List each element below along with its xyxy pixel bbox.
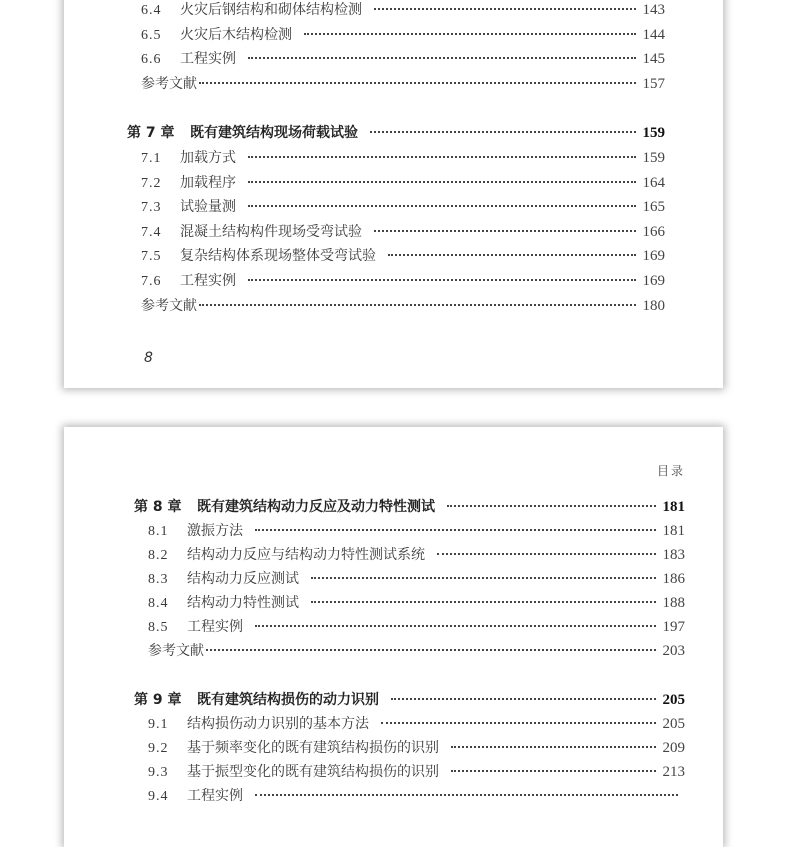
section-title: 结构动力特性测试 [187, 595, 299, 611]
dot-leader [248, 267, 636, 281]
dot-leader [311, 589, 656, 603]
references-title: 参考文献 [141, 76, 197, 92]
dot-leader [370, 119, 636, 133]
dot-leader [451, 758, 656, 772]
chapter-title: 既有建筑结构现场荷载试验 [190, 125, 358, 141]
section-number: 6.4 [141, 3, 162, 18]
section-number: 8.2 [148, 548, 169, 563]
dot-leader [248, 45, 636, 59]
references-title: 参考文献 [148, 643, 204, 659]
dot-leader [374, 0, 636, 10]
dot-leader [437, 541, 656, 555]
section-number: 9.2 [148, 741, 169, 756]
page-number: 186 [662, 571, 685, 587]
page-number: 159 [642, 150, 665, 166]
section-number: 7.5 [141, 249, 162, 264]
toc-entry[interactable] [148, 545, 685, 563]
page-number: 144 [642, 27, 665, 43]
section-title: 结构动力反应与结构动力特性测试系统 [187, 547, 425, 563]
section-title: 结构动力反应测试 [187, 571, 299, 587]
toc-entry[interactable] [148, 593, 685, 611]
section-title: 加载程序 [180, 175, 236, 191]
section-number: 9.4 [148, 789, 169, 804]
page-number: 203 [662, 643, 685, 659]
section-number: 7.4 [141, 225, 162, 240]
section-title: 混凝土结构构件现场受弯试验 [180, 224, 362, 240]
page-number: 205 [662, 716, 685, 732]
chapter-label: 第 9 章 [134, 692, 182, 708]
section-number: 6.5 [141, 28, 162, 43]
section-number: 9.1 [148, 717, 169, 732]
toc-entry[interactable] [141, 173, 665, 191]
dot-leader [381, 710, 656, 724]
section-title: 工程实例 [180, 51, 236, 67]
document-page-8 [64, 0, 723, 388]
chapter-title: 既有建筑结构损伤的动力识别 [197, 692, 379, 708]
page-number: 209 [662, 740, 685, 756]
section-title: 复杂结构体系现场整体受弯试验 [180, 248, 376, 264]
chapter-label: 第 8 章 [134, 499, 182, 515]
toc-entry[interactable] [148, 738, 685, 756]
section-title: 工程实例 [187, 788, 243, 804]
dot-leader [206, 637, 656, 651]
page-number: 164 [642, 175, 665, 191]
toc-entry[interactable] [148, 714, 685, 732]
toc-entry-references[interactable] [141, 296, 665, 314]
toc-entry[interactable] [148, 617, 685, 635]
dot-leader [388, 242, 636, 256]
page-number: 213 [662, 764, 685, 780]
page-number: 183 [662, 547, 685, 563]
toc-entry[interactable] [141, 271, 665, 289]
toc-chapter-7[interactable] [127, 123, 665, 141]
dot-leader [199, 292, 636, 306]
toc-entry[interactable] [141, 148, 665, 166]
dot-leader [199, 70, 636, 84]
section-title: 基于振型变化的既有建筑结构损伤的识别 [187, 764, 439, 780]
page-number: 181 [662, 499, 685, 515]
page-folio-number: 8 [144, 350, 153, 366]
chapter-title: 既有建筑结构动力反应及动力特性测试 [197, 499, 435, 515]
section-number: 8.1 [148, 524, 169, 539]
page-number: 166 [642, 224, 665, 240]
document-page-toc [64, 427, 723, 847]
section-number: 8.5 [148, 620, 169, 635]
section-number: 7.2 [141, 176, 162, 191]
section-title: 结构损伤动力识别的基本方法 [187, 716, 369, 732]
toc-entry[interactable] [141, 49, 665, 67]
page-number: 197 [662, 619, 685, 635]
dot-leader [451, 734, 656, 748]
section-title: 工程实例 [187, 619, 243, 635]
page-number: 169 [642, 273, 665, 289]
section-title: 工程实例 [180, 273, 236, 289]
dot-leader [255, 613, 656, 627]
section-number: 7.6 [141, 274, 162, 289]
page-number: 205 [662, 692, 685, 708]
section-number: 7.3 [141, 200, 162, 215]
section-number: 8.4 [148, 596, 169, 611]
section-title: 火灾后木结构检测 [180, 27, 292, 43]
toc-chapter-8[interactable] [134, 497, 685, 515]
toc-entry-references[interactable] [141, 74, 665, 92]
running-head: 目录 [656, 464, 685, 478]
page-number: 143 [642, 2, 665, 18]
page-number: 165 [642, 199, 665, 215]
toc-entry-cut-off[interactable] [148, 786, 685, 804]
toc-entry[interactable] [141, 0, 665, 18]
page-number: 188 [662, 595, 685, 611]
section-title: 基于频率变化的既有建筑结构损伤的识别 [187, 740, 439, 756]
toc-entry[interactable] [141, 197, 665, 215]
section-number: 8.3 [148, 572, 169, 587]
dot-leader [374, 218, 636, 232]
toc-chapter-9[interactable] [134, 690, 685, 708]
toc-entry-references[interactable] [148, 641, 685, 659]
page-number: 157 [642, 76, 665, 92]
toc-entry[interactable] [148, 569, 685, 587]
dot-leader [391, 686, 656, 700]
chapter-label: 第 7 章 [127, 125, 175, 141]
page-number: 145 [642, 51, 665, 67]
dot-leader [255, 517, 656, 531]
page-number: 181 [662, 523, 685, 539]
section-title: 试验量测 [180, 199, 236, 215]
references-title: 参考文献 [141, 298, 197, 314]
section-title: 加载方式 [180, 150, 236, 166]
dot-leader [248, 193, 636, 207]
section-number: 9.3 [148, 765, 169, 780]
toc-entry[interactable] [141, 246, 665, 264]
section-number: 7.1 [141, 151, 162, 166]
dot-leader [255, 782, 678, 796]
toc-entry[interactable] [141, 25, 665, 43]
toc-entry[interactable] [148, 762, 685, 780]
page-number: 169 [642, 248, 665, 264]
dot-leader [248, 169, 636, 183]
dot-leader [311, 565, 656, 579]
section-title: 火灾后钢结构和砌体结构检测 [180, 2, 362, 18]
section-title: 激振方法 [187, 523, 243, 539]
dot-leader [447, 493, 656, 507]
toc-entry[interactable] [141, 222, 665, 240]
section-number: 6.6 [141, 52, 162, 67]
page-number: 159 [642, 125, 665, 141]
dot-leader [248, 144, 636, 158]
page-number: 180 [642, 298, 665, 314]
dot-leader [304, 21, 636, 35]
toc-entry[interactable] [148, 521, 685, 539]
